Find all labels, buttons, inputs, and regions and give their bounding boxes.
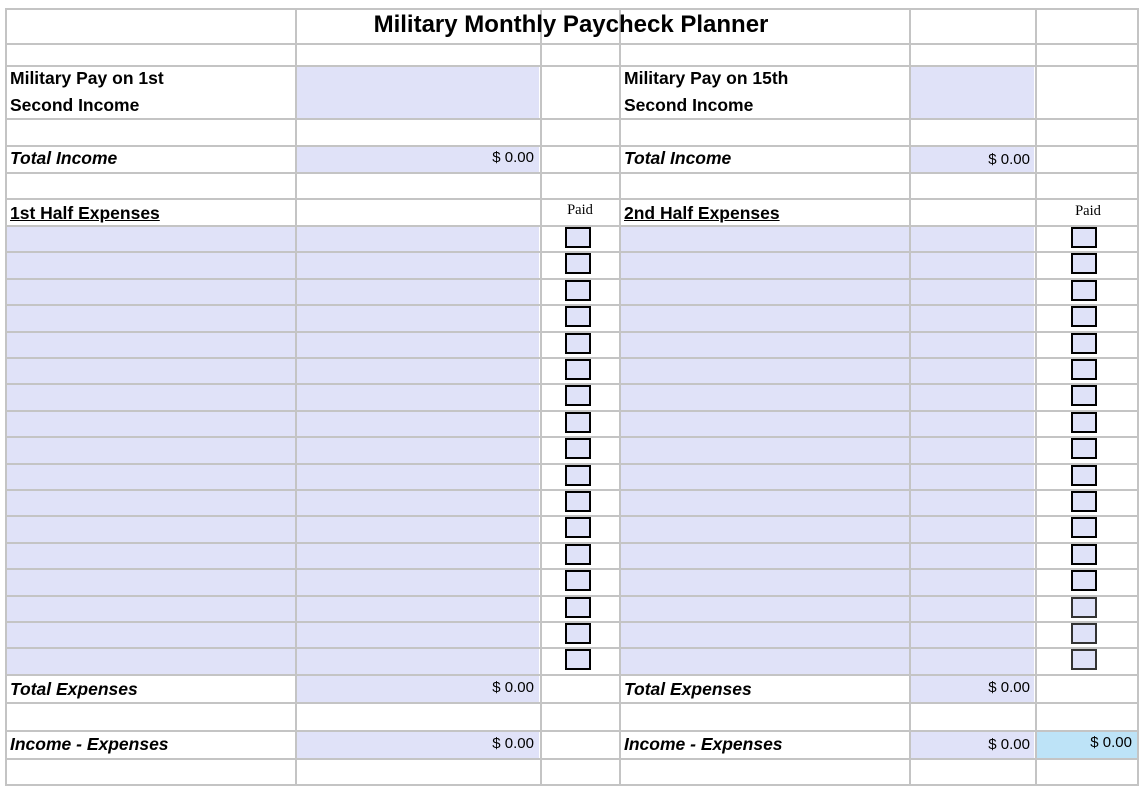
expense-amounts-left[interactable] [296, 225, 539, 674]
paid-checkbox-left[interactable] [565, 385, 591, 406]
paid-checkbox-right[interactable] [1071, 385, 1097, 406]
paid-checkbox-right[interactable] [1071, 306, 1097, 327]
expense-amounts-right[interactable] [910, 225, 1034, 674]
paid-checkbox-left[interactable] [565, 649, 591, 670]
grid-row-line [5, 784, 1139, 786]
paid-checkbox-right[interactable] [1071, 412, 1097, 433]
paid-checkbox-left[interactable] [565, 491, 591, 512]
military-pay-1st-label: Military Pay on 1st [10, 68, 164, 88]
paid-checkbox-right[interactable] [1071, 544, 1097, 565]
grid-column-line [295, 8, 297, 785]
paid-checkbox-right[interactable] [1071, 517, 1097, 538]
paid-checkbox-right[interactable] [1071, 438, 1097, 459]
total-income-right-label: Total Income [624, 148, 732, 168]
paid-checkbox-left[interactable] [565, 544, 591, 565]
paid-checkbox-left[interactable] [565, 570, 591, 591]
paid-checkbox-right[interactable] [1071, 253, 1097, 274]
military-pay-15th-input[interactable] [910, 65, 1034, 118]
total-expenses-right-label: Total Expenses [624, 679, 752, 699]
paid-checkbox-right[interactable] [1071, 597, 1097, 618]
paid-checkbox-right[interactable] [1071, 280, 1097, 301]
paid-checkbox-right[interactable] [1071, 491, 1097, 512]
total-expenses-right-value: $ 0.00 [988, 679, 1030, 696]
paid-checkbox-right[interactable] [1071, 227, 1097, 248]
total-income-left-value: $ 0.00 [492, 149, 534, 166]
military-pay-1st-input[interactable] [296, 65, 539, 118]
paid-checkbox-left[interactable] [565, 597, 591, 618]
monthly-net-value: $ 0.00 [1090, 734, 1132, 751]
income-minus-expenses-right-label: Income - Expenses [624, 734, 783, 754]
paid-left-header: Paid [567, 202, 593, 218]
second-income-left-label: Second Income [10, 95, 140, 115]
paid-checkbox-right[interactable] [1071, 359, 1097, 380]
paid-checkbox-left[interactable] [565, 517, 591, 538]
total-expenses-left-value: $ 0.00 [492, 679, 534, 696]
paid-checkbox-left[interactable] [565, 412, 591, 433]
second-half-expenses-header: 2nd Half Expenses [624, 203, 780, 223]
paid-checkbox-left[interactable] [565, 359, 591, 380]
paid-checkbox-left[interactable] [565, 306, 591, 327]
grid-row-line [5, 43, 1139, 45]
total-expenses-left-label: Total Expenses [10, 679, 138, 699]
total-income-left-label: Total Income [10, 148, 118, 168]
income-minus-expenses-left-value: $ 0.00 [492, 735, 534, 752]
paid-checkbox-left[interactable] [565, 333, 591, 354]
income-minus-expenses-right-value: $ 0.00 [988, 736, 1030, 753]
paid-checkbox-left[interactable] [565, 253, 591, 274]
grid-column-line [1035, 8, 1037, 785]
paid-checkbox-right[interactable] [1071, 333, 1097, 354]
paid-checkbox-left[interactable] [565, 280, 591, 301]
paid-right-header: Paid [1075, 203, 1101, 219]
paid-checkbox-left[interactable] [565, 438, 591, 459]
paid-checkbox-left[interactable] [565, 227, 591, 248]
grid-column-line [1137, 8, 1139, 785]
paid-checkbox-left[interactable] [565, 623, 591, 644]
paid-checkbox-right[interactable] [1071, 649, 1097, 670]
paid-checkbox-right[interactable] [1071, 570, 1097, 591]
second-income-right-label: Second Income [624, 95, 754, 115]
paid-checkbox-left[interactable] [565, 465, 591, 486]
grid-column-line [540, 8, 542, 785]
page-title: Military Monthly Paycheck Planner [373, 11, 769, 38]
expense-names-right[interactable] [620, 225, 909, 674]
grid-column-line [619, 8, 621, 785]
paid-checkbox-right[interactable] [1071, 465, 1097, 486]
grid-row-line [5, 65, 1139, 67]
paid-checkbox-right[interactable] [1071, 623, 1097, 644]
grid-column-line [5, 8, 7, 785]
grid-row-line [5, 118, 1139, 120]
military-pay-15th-label: Military Pay on 15th [624, 68, 789, 88]
grid-column-line [909, 8, 911, 785]
grid-row-line [5, 702, 1139, 704]
first-half-expenses-header: 1st Half Expenses [10, 203, 160, 223]
grid-row-line [5, 758, 1139, 760]
income-minus-expenses-left-label: Income - Expenses [10, 734, 169, 754]
expense-names-left[interactable] [6, 225, 295, 674]
total-income-right-value: $ 0.00 [988, 151, 1030, 168]
